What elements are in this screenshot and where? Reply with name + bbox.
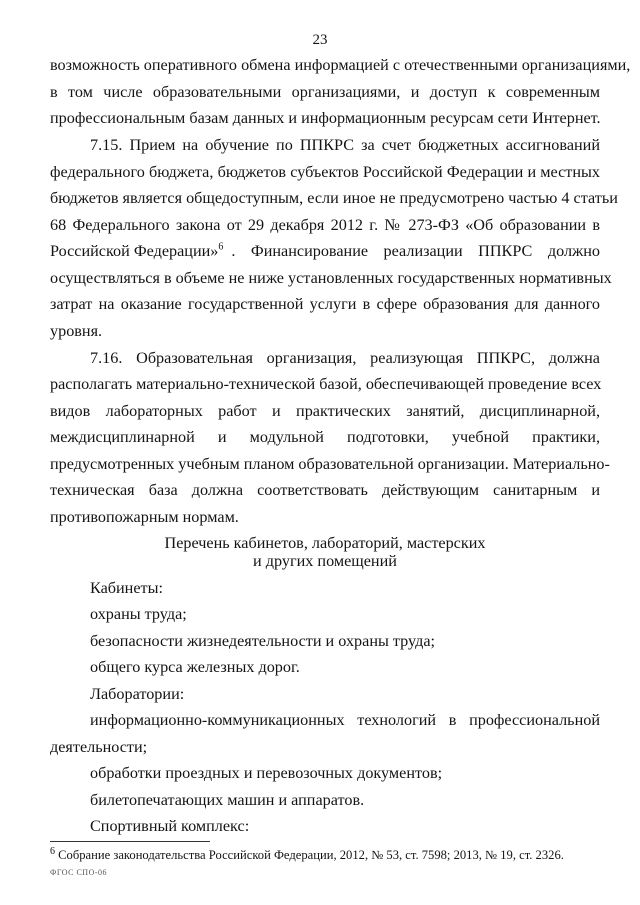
section-heading: и других помещений xyxy=(253,552,397,570)
text-line-with-footnote xyxy=(50,241,600,261)
text-line: противопожарным нормам. xyxy=(50,508,239,526)
text-line: техническая база должна соответствовать действующим санитарным и xyxy=(50,481,600,499)
text-line: уровня. xyxy=(50,322,103,340)
list-item: билетопечатающих машин и аппаратов. xyxy=(90,791,365,809)
text-line: располагать материально-технической базой, обеспечивающей проведение всех xyxy=(50,375,602,393)
footnote-reference: 6 xyxy=(218,241,224,253)
text-line: видов лабораторных работ и практических занятий, дисциплинарной, xyxy=(50,402,600,420)
text-line: возможность оперативного обмена информацией с отечественными организациями, xyxy=(50,56,631,74)
text-line: федерального бюджета, бюджетов субъектов Российской Федерации и местных xyxy=(50,163,600,181)
text-fragment: . Финансирование реализации ППКРС должно xyxy=(231,242,600,260)
footnote xyxy=(50,845,564,863)
list-item: обработки проездных и перевозочных документов; xyxy=(90,764,443,782)
footnote-mark: 6 xyxy=(50,845,55,857)
list-item: безопасности жизнедеятельности и охраны труда; xyxy=(90,632,436,650)
list-heading-sports: Спортивный комплекс: xyxy=(90,817,250,835)
text-line: в том числе образовательными организациями, и доступ к современным xyxy=(50,83,600,101)
list-item: охраны труда; xyxy=(90,605,187,623)
footnote-text: Собрание законодательства Российской Федерации, 2012, № 53, ст. 7598; 2013, № 19, ст. 2326. xyxy=(55,848,564,862)
list-heading-labs: Лаборатории: xyxy=(90,685,185,703)
text-line: затрат на оказание государственной услуги в сфере образования для данного xyxy=(50,295,600,313)
text-line: бюджетов является общедоступным, если иное не предусмотрено частью 4 статьи xyxy=(50,189,618,207)
text-line: междисциплинарной и модульной подготовки, учебной практики, xyxy=(50,428,600,446)
footnote-divider xyxy=(50,841,210,842)
list-heading-cabinets: Кабинеты: xyxy=(90,579,163,597)
text-fragment: Российской Федерации»$^6$ xyxy=(50,241,224,260)
paragraph-7-15-start: 7.15. Прием на обучение по ППКРС за счет бюджетных ассигнований xyxy=(90,136,600,154)
list-item-continued: деятельности; xyxy=(50,738,148,756)
paragraph-7-16-start: 7.16. Образовательная организация, реализующая ППКРС, должна xyxy=(90,349,600,367)
list-item: информационно-коммуникационных технологий в профессиональной xyxy=(90,711,600,729)
page-number: 23 xyxy=(312,32,328,48)
text-line: предусмотренных учебным планом образовательной организации. Материально- xyxy=(50,455,610,473)
text-line: профессиональным базам данных и информационным ресурсам сети Интернет. xyxy=(50,109,601,127)
document-code: ФГОС СПО-06 xyxy=(50,868,108,877)
text-line: осуществляться в объеме не ниже установленных государственных нормативных xyxy=(50,269,612,287)
section-heading: Перечень кабинетов, лабораторий, мастерских xyxy=(164,534,486,552)
list-item: общего курса железных дорог. xyxy=(90,658,300,676)
text-line: 68 Федерального закона от 29 декабря 2012 г. № 273-ФЗ «Об образовании в xyxy=(50,216,600,234)
